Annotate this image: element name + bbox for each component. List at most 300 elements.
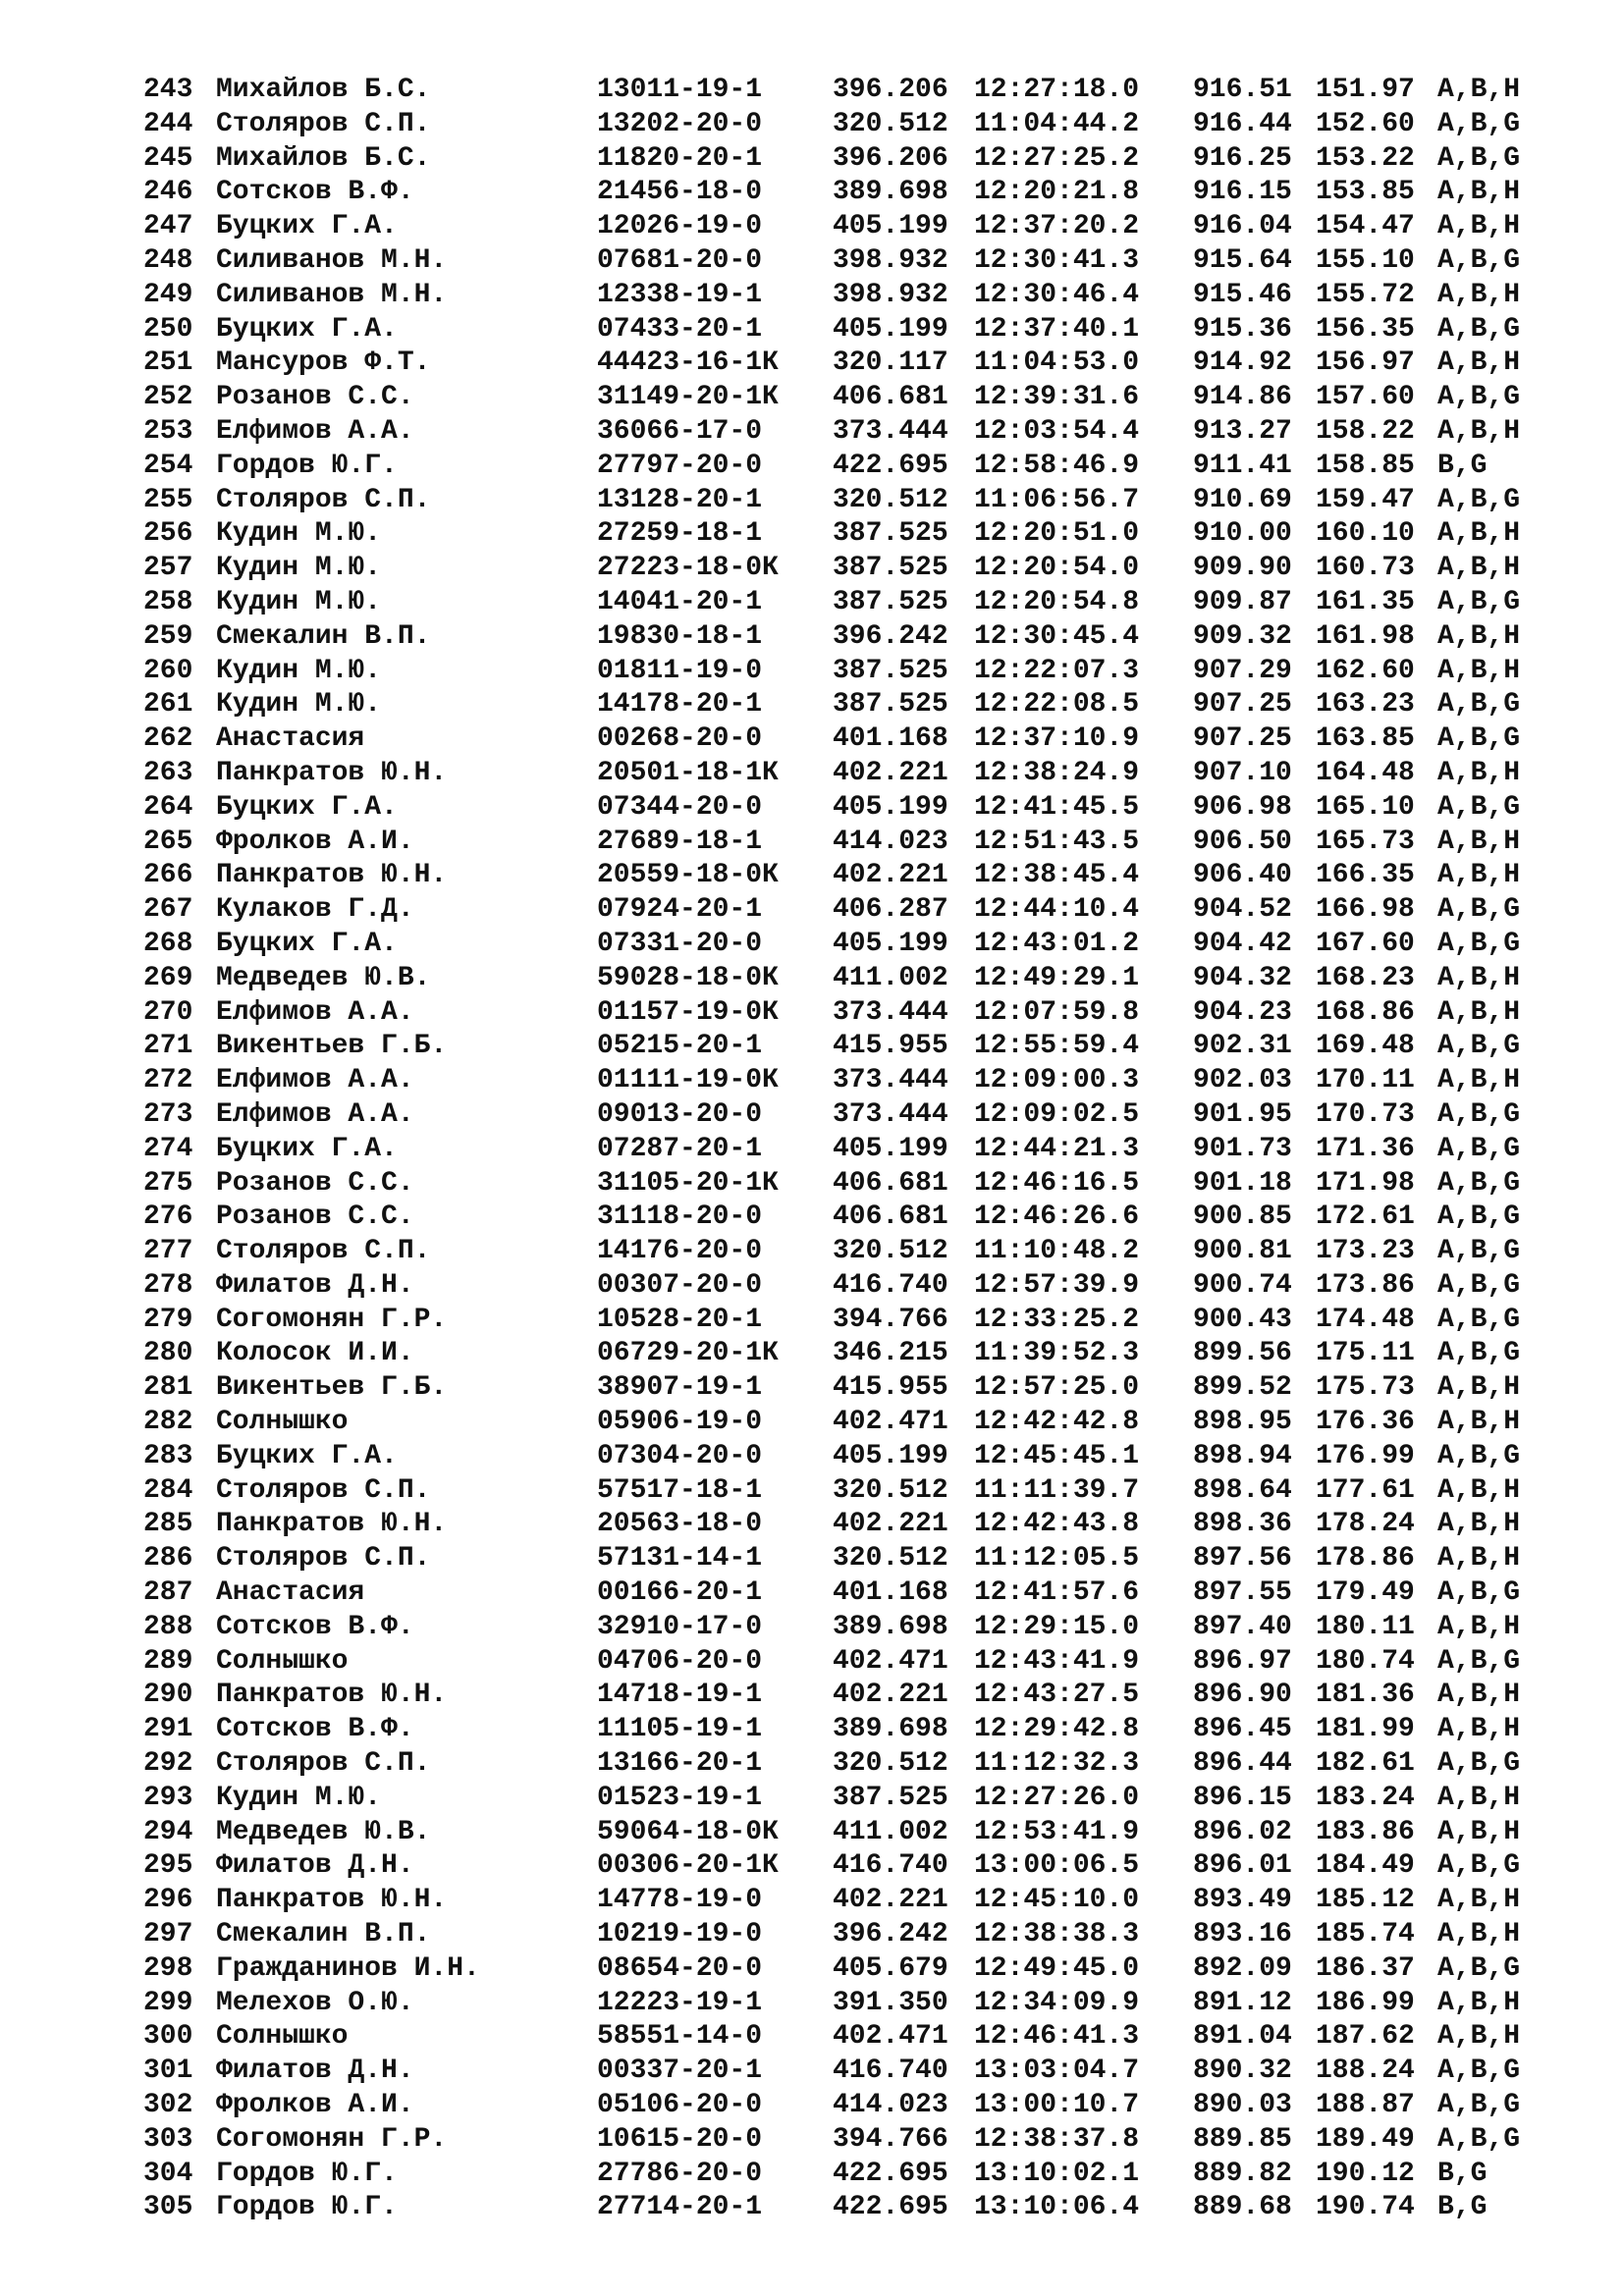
speed-value: 893.16: [1193, 1919, 1292, 1950]
coefficient-value: 151.97: [1316, 75, 1415, 105]
coefficient-value: 166.35: [1316, 860, 1415, 891]
ring-number: 27223-18-0К: [597, 553, 779, 584]
distance-value: 406.287: [833, 894, 948, 926]
fancier-name: Солнышко: [216, 1407, 349, 1438]
distance-value: 415.955: [833, 1372, 948, 1404]
ring-number: 14041-20-1: [597, 586, 763, 617]
distance-value: 394.766: [833, 1304, 948, 1335]
result-row: [143, 1918, 1538, 1952]
ring-number: 36066-17-0: [597, 415, 763, 447]
speed-value: 896.97: [1193, 1645, 1292, 1677]
coefficient-value: 158.85: [1316, 450, 1415, 481]
coefficient-value: 152.60: [1316, 108, 1415, 139]
ring-number: 32910-17-0: [597, 1611, 763, 1642]
distance-value: 394.766: [833, 2123, 948, 2155]
coefficient-value: 174.48: [1316, 1304, 1415, 1335]
distance-value: 320.512: [833, 108, 948, 139]
coefficient-value: 182.61: [1316, 1748, 1415, 1780]
coefficient-value: 168.86: [1316, 996, 1415, 1028]
result-row: [143, 1645, 1538, 1680]
distance-value: 422.695: [833, 2158, 948, 2189]
arrival-time: 12:09:02.5: [974, 1098, 1140, 1130]
coefficient-value: 158.22: [1316, 415, 1415, 447]
place-number: 262: [143, 723, 193, 755]
coefficient-value: 170.73: [1316, 1098, 1415, 1130]
result-row: [143, 1304, 1538, 1338]
place-number: 293: [143, 1782, 193, 1813]
coefficient-value: 161.35: [1316, 586, 1415, 617]
distance-value: 373.444: [833, 996, 948, 1028]
place-number: 298: [143, 1952, 193, 1984]
class-codes: A,B,H: [1437, 1885, 1521, 1916]
class-codes: A,B,H: [1437, 75, 1521, 105]
class-codes: A,B,H: [1437, 996, 1521, 1028]
class-codes: A,B,G: [1437, 791, 1521, 823]
ring-number: 27689-18-1: [597, 826, 763, 857]
place-number: 275: [143, 1167, 193, 1199]
fancier-name: Столяров С.П.: [216, 1236, 431, 1267]
fancier-name: Михайлов Б.С.: [216, 142, 431, 174]
coefficient-value: 184.49: [1316, 1850, 1415, 1882]
class-codes: A,B,G: [1437, 1577, 1521, 1609]
distance-value: 373.444: [833, 1065, 948, 1096]
coefficient-value: 160.10: [1316, 518, 1415, 550]
arrival-time: 12:49:45.0: [974, 1952, 1140, 1984]
coefficient-value: 186.99: [1316, 1987, 1415, 2018]
fancier-name: Солнышко: [216, 2021, 349, 2053]
speed-value: 904.42: [1193, 928, 1292, 959]
place-number: 292: [143, 1748, 193, 1780]
class-codes: A,B,H: [1437, 1782, 1521, 1813]
ring-number: 09013-20-0: [597, 1098, 763, 1130]
speed-value: 904.32: [1193, 962, 1292, 993]
class-codes: A,B,G: [1437, 1201, 1521, 1233]
speed-value: 893.49: [1193, 1885, 1292, 1916]
distance-value: 396.242: [833, 1919, 948, 1950]
fancier-name: Анастасия: [216, 723, 365, 755]
ring-number: 07344-20-0: [597, 791, 763, 823]
result-row: [143, 826, 1538, 860]
ring-number: 11820-20-1: [597, 142, 763, 174]
class-codes: A,B,G: [1437, 108, 1521, 139]
coefficient-value: 169.48: [1316, 1031, 1415, 1062]
speed-value: 898.64: [1193, 1474, 1292, 1506]
fancier-name: Елфимов А.А.: [216, 1065, 414, 1096]
place-number: 256: [143, 518, 193, 550]
distance-value: 401.168: [833, 723, 948, 755]
speed-value: 889.82: [1193, 2158, 1292, 2189]
arrival-time: 11:04:53.0: [974, 347, 1140, 379]
arrival-time: 13:10:02.1: [974, 2158, 1140, 2189]
results-list: [143, 74, 1538, 2225]
distance-value: 320.512: [833, 1236, 948, 1267]
arrival-time: 12:30:41.3: [974, 244, 1140, 276]
coefficient-value: 181.36: [1316, 1680, 1415, 1711]
fancier-name: Мелехов О.Ю.: [216, 1987, 414, 2018]
class-codes: A,B,G: [1437, 1236, 1521, 1267]
distance-value: 391.350: [833, 1987, 948, 2018]
distance-value: 320.512: [833, 1474, 948, 1506]
result-row: [143, 210, 1538, 244]
place-number: 266: [143, 860, 193, 891]
class-codes: B,G: [1437, 2192, 1488, 2223]
fancier-name: Буцких Г.А.: [216, 211, 398, 242]
fancier-name: Панкратов Ю.Н.: [216, 757, 448, 788]
result-row: [143, 1987, 1538, 2021]
place-number: 290: [143, 1680, 193, 1711]
arrival-time: 12:46:41.3: [974, 2021, 1140, 2053]
class-codes: A,B,H: [1437, 1407, 1521, 1438]
class-codes: A,B,H: [1437, 1987, 1521, 2018]
ring-number: 07433-20-1: [597, 313, 763, 345]
coefficient-value: 157.60: [1316, 382, 1415, 413]
ring-number: 07681-20-0: [597, 244, 763, 276]
arrival-time: 12:20:51.0: [974, 518, 1140, 550]
coefficient-value: 173.23: [1316, 1236, 1415, 1267]
distance-value: 415.955: [833, 1031, 948, 1062]
class-codes: A,B,H: [1437, 518, 1521, 550]
coefficient-value: 154.47: [1316, 211, 1415, 242]
fancier-name: Смекалин В.П.: [216, 620, 431, 652]
result-row: [143, 2020, 1538, 2055]
arrival-time: 12:30:45.4: [974, 620, 1140, 652]
result-row: [143, 1611, 1538, 1645]
coefficient-value: 162.60: [1316, 655, 1415, 686]
place-number: 277: [143, 1236, 193, 1267]
distance-value: 402.221: [833, 860, 948, 891]
arrival-time: 12:44:10.4: [974, 894, 1140, 926]
arrival-time: 13:00:06.5: [974, 1850, 1140, 1882]
result-row: [143, 1337, 1538, 1371]
speed-value: 900.43: [1193, 1304, 1292, 1335]
distance-value: 402.471: [833, 2021, 948, 2053]
arrival-time: 11:11:39.7: [974, 1474, 1140, 1506]
place-number: 267: [143, 894, 193, 926]
coefficient-value: 155.72: [1316, 279, 1415, 310]
place-number: 249: [143, 279, 193, 310]
ring-number: 19830-18-1: [597, 620, 763, 652]
class-codes: A,B,G: [1437, 313, 1521, 345]
result-row: [143, 176, 1538, 210]
place-number: 283: [143, 1440, 193, 1471]
coefficient-value: 187.62: [1316, 2021, 1415, 2053]
place-number: 289: [143, 1645, 193, 1677]
arrival-time: 11:04:44.2: [974, 108, 1140, 139]
ring-number: 27786-20-0: [597, 2158, 763, 2189]
class-codes: A,B,H: [1437, 2021, 1521, 2053]
distance-value: 320.512: [833, 1543, 948, 1575]
result-row: [143, 1440, 1538, 1474]
place-number: 291: [143, 1714, 193, 1745]
class-codes: A,B,H: [1437, 655, 1521, 686]
class-codes: A,B,H: [1437, 553, 1521, 584]
ring-number: 08654-20-0: [597, 1952, 763, 1984]
place-number: 282: [143, 1407, 193, 1438]
speed-value: 907.25: [1193, 689, 1292, 721]
arrival-time: 11:12:32.3: [974, 1748, 1140, 1780]
speed-value: 907.29: [1193, 655, 1292, 686]
speed-value: 898.36: [1193, 1509, 1292, 1540]
result-row: [143, 791, 1538, 826]
arrival-time: 12:55:59.4: [974, 1031, 1140, 1062]
result-row: [143, 1713, 1538, 1747]
class-codes: A,B,G: [1437, 244, 1521, 276]
result-row: [143, 1474, 1538, 1509]
fancier-name: Розанов С.С.: [216, 382, 414, 413]
result-row: [143, 517, 1538, 552]
fancier-name: Буцких Г.А.: [216, 313, 398, 345]
result-row: [143, 108, 1538, 142]
fancier-name: Кудин М.Ю.: [216, 518, 382, 550]
coefficient-value: 173.86: [1316, 1269, 1415, 1301]
arrival-time: 12:39:31.6: [974, 382, 1140, 413]
coefficient-value: 165.10: [1316, 791, 1415, 823]
arrival-time: 12:09:00.3: [974, 1065, 1140, 1096]
ring-number: 14778-19-0: [597, 1885, 763, 1916]
result-row: [143, 142, 1538, 177]
speed-value: 914.92: [1193, 347, 1292, 379]
distance-value: 401.168: [833, 1577, 948, 1609]
result-row: [143, 1816, 1538, 1850]
ring-number: 31149-20-1К: [597, 382, 779, 413]
class-codes: A,B,H: [1437, 1714, 1521, 1745]
class-codes: A,B,H: [1437, 1680, 1521, 1711]
speed-value: 914.86: [1193, 382, 1292, 413]
coefficient-value: 183.86: [1316, 1816, 1415, 1847]
ring-number: 11105-19-1: [597, 1714, 763, 1745]
ring-number: 10528-20-1: [597, 1304, 763, 1335]
arrival-time: 12:44:21.3: [974, 1133, 1140, 1164]
class-codes: A,B,H: [1437, 415, 1521, 447]
speed-value: 911.41: [1193, 450, 1292, 481]
place-number: 303: [143, 2123, 193, 2155]
place-number: 284: [143, 1474, 193, 1506]
arrival-time: 12:22:08.5: [974, 689, 1140, 721]
arrival-time: 12:07:59.8: [974, 996, 1140, 1028]
result-row: [143, 1235, 1538, 1269]
coefficient-value: 188.24: [1316, 2056, 1415, 2087]
distance-value: 406.681: [833, 382, 948, 413]
coefficient-value: 179.49: [1316, 1577, 1415, 1609]
ring-number: 38907-19-1: [597, 1372, 763, 1404]
speed-value: 916.15: [1193, 177, 1292, 208]
ring-number: 27259-18-1: [597, 518, 763, 550]
arrival-time: 12:20:54.0: [974, 553, 1140, 584]
class-codes: B,G: [1437, 2158, 1488, 2189]
distance-value: 396.206: [833, 75, 948, 105]
distance-value: 389.698: [833, 1714, 948, 1745]
ring-number: 20563-18-0: [597, 1509, 763, 1540]
fancier-name: Фролков А.И.: [216, 826, 414, 857]
place-number: 247: [143, 211, 193, 242]
fancier-name: Столяров С.П.: [216, 484, 431, 515]
fancier-name: Елфимов А.А.: [216, 415, 414, 447]
place-number: 297: [143, 1919, 193, 1950]
distance-value: 416.740: [833, 1269, 948, 1301]
place-number: 288: [143, 1611, 193, 1642]
arrival-time: 12:37:20.2: [974, 211, 1140, 242]
ring-number: 14718-19-1: [597, 1680, 763, 1711]
ring-number: 57517-18-1: [597, 1474, 763, 1506]
distance-value: 402.221: [833, 1885, 948, 1916]
fancier-name: Панкратов Ю.Н.: [216, 1885, 448, 1916]
class-codes: A,B,H: [1437, 962, 1521, 993]
speed-value: 899.56: [1193, 1338, 1292, 1369]
distance-value: 387.525: [833, 586, 948, 617]
fancier-name: Панкратов Ю.Н.: [216, 860, 448, 891]
place-number: 299: [143, 1987, 193, 2018]
distance-value: 398.932: [833, 279, 948, 310]
place-number: 257: [143, 553, 193, 584]
fancier-name: Филатов Д.Н.: [216, 1269, 414, 1301]
coefficient-value: 178.24: [1316, 1509, 1415, 1540]
class-codes: A,B,G: [1437, 1338, 1521, 1369]
result-row: [143, 1849, 1538, 1884]
arrival-time: 13:00:10.7: [974, 2090, 1140, 2121]
arrival-time: 12:38:45.4: [974, 860, 1140, 891]
result-row: [143, 1064, 1538, 1098]
arrival-time: 12:43:01.2: [974, 928, 1140, 959]
result-row: [143, 2055, 1538, 2089]
place-number: 264: [143, 791, 193, 823]
ring-number: 06729-20-1К: [597, 1338, 779, 1369]
distance-value: 406.681: [833, 1201, 948, 1233]
speed-value: 891.04: [1193, 2021, 1292, 2053]
place-number: 251: [143, 347, 193, 379]
fancier-name: Буцких Г.А.: [216, 928, 398, 959]
speed-value: 897.40: [1193, 1611, 1292, 1642]
fancier-name: Силиванов М.Н.: [216, 244, 448, 276]
arrival-time: 12:34:09.9: [974, 1987, 1140, 2018]
coefficient-value: 161.98: [1316, 620, 1415, 652]
fancier-name: Смекалин В.П.: [216, 1919, 431, 1950]
coefficient-value: 181.99: [1316, 1714, 1415, 1745]
coefficient-value: 177.61: [1316, 1474, 1415, 1506]
coefficient-value: 167.60: [1316, 928, 1415, 959]
distance-value: 402.221: [833, 757, 948, 788]
speed-value: 904.23: [1193, 996, 1292, 1028]
coefficient-value: 180.11: [1316, 1611, 1415, 1642]
arrival-time: 12:27:25.2: [974, 142, 1140, 174]
distance-value: 414.023: [833, 826, 948, 857]
fancier-name: Филатов Д.Н.: [216, 1850, 414, 1882]
result-row: [143, 484, 1538, 518]
arrival-time: 12:51:43.5: [974, 826, 1140, 857]
place-number: 271: [143, 1031, 193, 1062]
arrival-time: 13:03:04.7: [974, 2056, 1140, 2087]
result-row: [143, 2191, 1538, 2225]
ring-number: 07331-20-0: [597, 928, 763, 959]
coefficient-value: 172.61: [1316, 1201, 1415, 1233]
speed-value: 896.02: [1193, 1816, 1292, 1847]
ring-number: 10219-19-0: [597, 1919, 763, 1950]
result-row: [143, 996, 1538, 1031]
ring-number: 13202-20-0: [597, 108, 763, 139]
class-codes: A,B,G: [1437, 1645, 1521, 1677]
distance-value: 411.002: [833, 1816, 948, 1847]
class-codes: A,B,H: [1437, 1543, 1521, 1575]
place-number: 304: [143, 2158, 193, 2189]
ring-number: 00306-20-1К: [597, 1850, 779, 1882]
ring-number: 00337-20-1: [597, 2056, 763, 2087]
result-row: [143, 1269, 1538, 1304]
result-row: [143, 688, 1538, 722]
speed-value: 900.85: [1193, 1201, 1292, 1233]
fancier-name: Анастасия: [216, 1577, 365, 1609]
ring-number: 13166-20-1: [597, 1748, 763, 1780]
arrival-time: 11:10:48.2: [974, 1236, 1140, 1267]
coefficient-value: 165.73: [1316, 826, 1415, 857]
fancier-name: Буцких Г.А.: [216, 1440, 398, 1471]
class-codes: A,B,H: [1437, 347, 1521, 379]
ring-number: 01157-19-0К: [597, 996, 779, 1028]
speed-value: 896.90: [1193, 1680, 1292, 1711]
speed-value: 906.98: [1193, 791, 1292, 823]
fancier-name: Панкратов Ю.Н.: [216, 1509, 448, 1540]
coefficient-value: 163.85: [1316, 723, 1415, 755]
place-number: 244: [143, 108, 193, 139]
fancier-name: Медведев Ю.В.: [216, 1816, 431, 1847]
place-number: 270: [143, 996, 193, 1028]
fancier-name: Колосок И.И.: [216, 1338, 414, 1369]
ring-number: 14176-20-0: [597, 1236, 763, 1267]
place-number: 278: [143, 1269, 193, 1301]
coefficient-value: 189.49: [1316, 2123, 1415, 2155]
distance-value: 411.002: [833, 962, 948, 993]
coefficient-value: 171.98: [1316, 1167, 1415, 1199]
ring-number: 12223-19-1: [597, 1987, 763, 2018]
class-codes: A,B,H: [1437, 1372, 1521, 1404]
ring-number: 05906-19-0: [597, 1407, 763, 1438]
coefficient-value: 176.36: [1316, 1407, 1415, 1438]
arrival-time: 12:20:21.8: [974, 177, 1140, 208]
ring-number: 59028-18-0К: [597, 962, 779, 993]
fancier-name: Сотсков В.Ф.: [216, 177, 414, 208]
coefficient-value: 175.73: [1316, 1372, 1415, 1404]
result-row: [143, 1167, 1538, 1201]
arrival-time: 13:10:06.4: [974, 2192, 1140, 2223]
ring-number: 07924-20-1: [597, 894, 763, 926]
speed-value: 896.15: [1193, 1782, 1292, 1813]
speed-value: 901.73: [1193, 1133, 1292, 1164]
result-row: [143, 1884, 1538, 1918]
place-number: 248: [143, 244, 193, 276]
result-row: [143, 620, 1538, 655]
place-number: 285: [143, 1509, 193, 1540]
distance-value: 405.679: [833, 1952, 948, 1984]
class-codes: A,B,H: [1437, 279, 1521, 310]
ring-number: 01523-19-1: [597, 1782, 763, 1813]
speed-value: 889.68: [1193, 2192, 1292, 2223]
speed-value: 896.01: [1193, 1850, 1292, 1882]
result-row: [143, 586, 1538, 620]
distance-value: 405.199: [833, 1440, 948, 1471]
class-codes: A,B,G: [1437, 1031, 1521, 1062]
result-row: [143, 893, 1538, 928]
fancier-name: Розанов С.С.: [216, 1201, 414, 1233]
arrival-time: 12:42:42.8: [974, 1407, 1140, 1438]
result-row: [143, 1133, 1538, 1167]
coefficient-value: 160.73: [1316, 553, 1415, 584]
class-codes: A,B,G: [1437, 2123, 1521, 2155]
class-codes: A,B,G: [1437, 1304, 1521, 1335]
fancier-name: Сотсков В.Ф.: [216, 1611, 414, 1642]
place-number: 265: [143, 826, 193, 857]
distance-value: 389.698: [833, 1611, 948, 1642]
coefficient-value: 164.48: [1316, 757, 1415, 788]
place-number: 263: [143, 757, 193, 788]
ring-number: 05106-20-0: [597, 2090, 763, 2121]
